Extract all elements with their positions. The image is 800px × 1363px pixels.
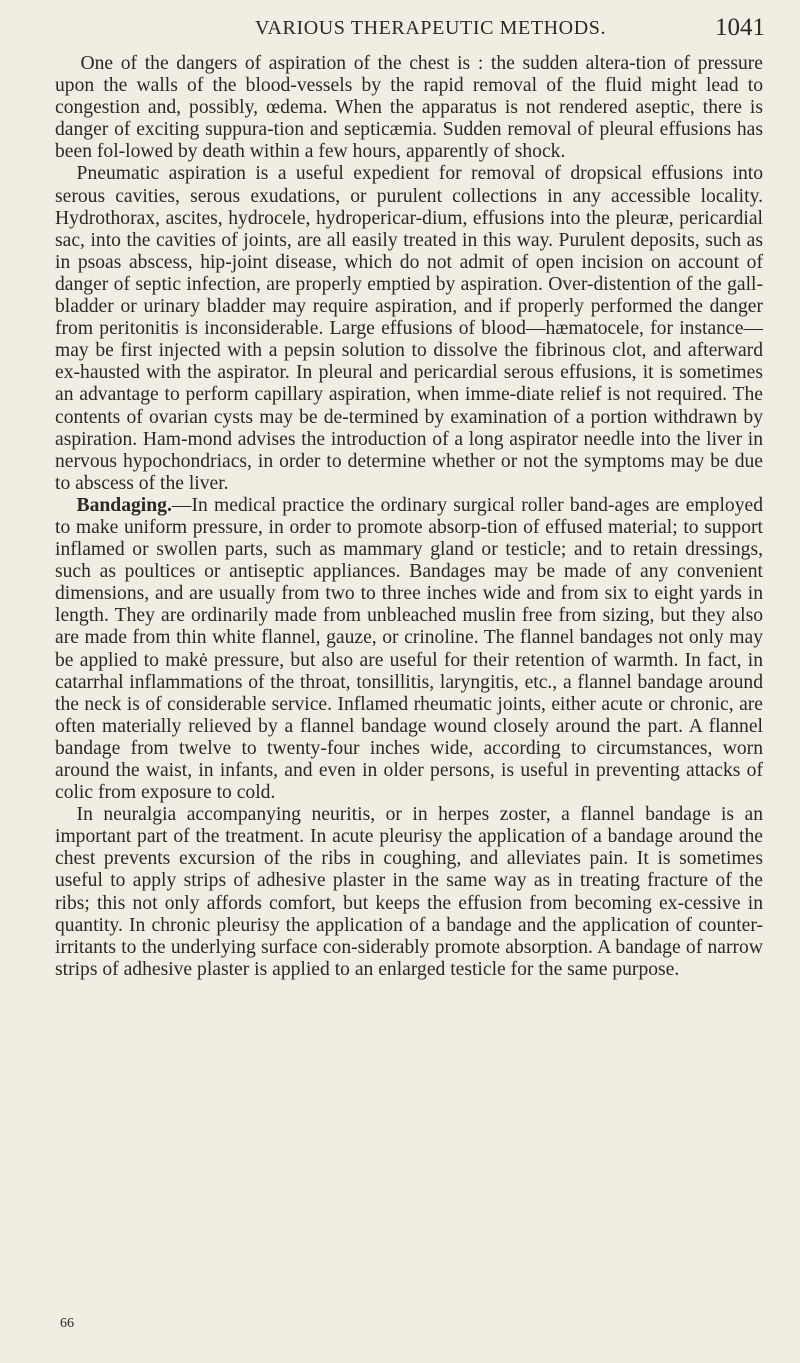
paragraph-neuralgia: In neuralgia accompanying neuritis, or in herpes zoster, a flannel bandage is an important part of the treatment. In acute pleurisy the application of a bandage around the chest prevents excursion of the ribs in coughing, and alleviates pain. It is sometimes useful to apply strips of adhesive plaster in the same way as in treating fracture of the ribs; this not only affords comfort, but keeps the effusion from becoming ex-cessive in quantity. In chronic pleurisy the application of a bandage and the application of counter-irritants to the underlying surface con-siderably promote absorption. A bandage of narrow strips of adhesive plaster is applied to an enlarged testicle for the same purpose. — [55, 804, 763, 980]
signature-mark: 66 — [60, 1316, 74, 1331]
running-title: VARIOUS THERAPEUTIC METHODS. — [255, 17, 607, 39]
page-number: 1041 — [715, 14, 765, 41]
running-head — [255, 10, 765, 46]
paragraph-aspiration-dangers: One of the dangers of aspiration of the chest is : the sudden altera-tion of pressure upon the walls of the blood-vessels by the rapid removal of the fluid might lead to congestion and, possibly, œdema. When the apparatus is not rendered aseptic, there is danger of exciting suppura-tion and septicæmia. Sudden removal of pleural effusions has been fol-lowed by death within a few hours, apparently of shock. — [55, 53, 763, 163]
paragraph-bandaging-text: —In medical practice the ordinary surgical roller band-ages are employed to make uniform pressure, in order to promote absorp-tion of effused material; to support inflamed or swollen parts, such as mammary gland or testicle; and to retain dressings, such as poultices or antiseptic appliances. Bandages may be made of any convenient dimensions, and are usually from two to three inches wide and from six to eight yards in length. They are ordinarily made from unbleached muslin free from sizing, but they also are made from thin white flannel, gauze, or crinoline. The flannel bandages not only may be applied to makė pressure, but also are useful for their retention of warmth. In fact, in catarrhal inflammations of the throat, tonsillitis, laryngitis, etc., a flannel bandage around the neck is of considerable service. Inflamed rheumatic joints, either acute or chronic, are often materially relieved by a flannel bandage wound closely around the part. A flannel bandage from twelve to twenty-four inches wide, according to circumstances, worn around the waist, in infants, and even in older persons, is useful in preventing attacks of colic from exposure to cold. — [55, 494, 763, 804]
body-text — [55, 53, 763, 981]
run-in-heading-bandaging: Bandaging. — [76, 494, 172, 516]
paragraph-pneumatic-aspiration: Pneumatic aspiration is a useful expedient for removal of dropsical effusions into serous cavities, serous exudations, or purulent collections in any accessible locality. Hydrothorax, ascites, hydrocele, hydropericar-dium, effusions into the pleuræ, pericardial sac, into the cavities of joints, are all easily treated in this way. Purulent deposits, such as in psoas abscess, hip-joint disease, which do not admit of open incision on account of danger of septic infection, are properly emptied by aspiration. Over-distention of the gall-bladder or urinary bladder may require aspiration, and if properly performed the danger from peritonitis is inconsiderable. Large effusions of blood—hæmatocele, for instance—may be first injected with a pepsin solution to dissolve the fibrinous clot, and afterward ex-hausted with the aspirator. In pleural and pericardial serous effusions, it is sometimes an advantage to perform capillary aspiration, when imme-diate relief is not required. The contents of ovarian cysts may be de-termined by examination of a portion withdrawn by aspiration. Ham-mond advises the introduction of a long aspirator needle into the liver in nervous hypochondriacs, in order to determine whether or not the symptoms may be due to abscess of the liver. — [55, 163, 763, 494]
paragraph-bandaging — [55, 495, 763, 804]
